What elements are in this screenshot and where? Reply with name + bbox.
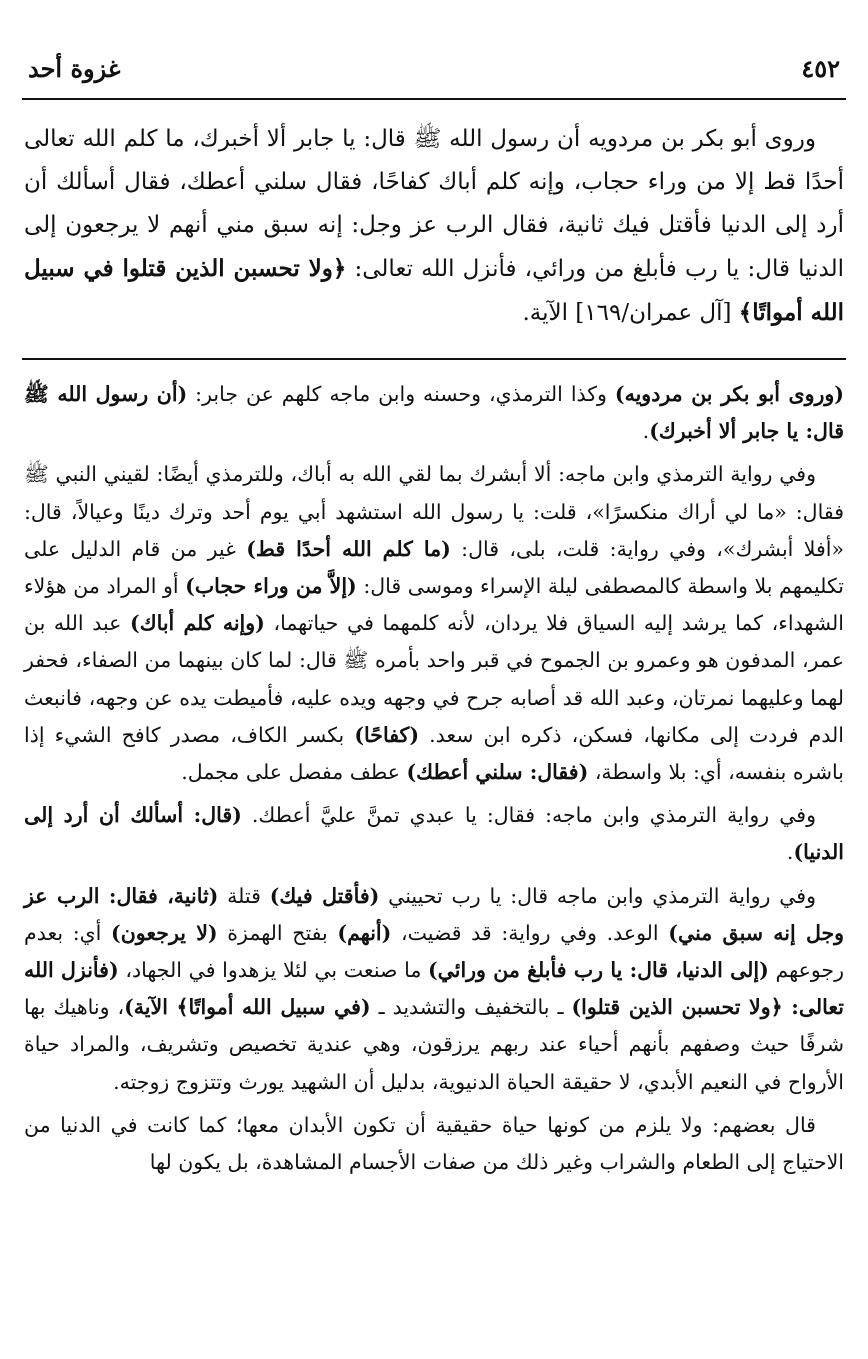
page-number: ٤٥٢ [801,54,840,83]
quran-verse: ﴿ولا تحسبن الذين قتلوا في سبيل الله أمواتًا﴾ [24,255,844,326]
commentary-text: عطف مفصل على مجمل. [181,760,407,785]
quoted-phrase: (وإنه كلم أباك) [130,611,265,636]
quoted-phrase: (قال: أسألك أن أرد إلى الدنيا) [24,803,844,865]
main-paragraph [24,118,844,335]
commentary-text: قال بعضهم: ولا يلزم من كونها حياة حقيقية أن تكون الأبدان معها؛ كما كانت في الدنيا من الاحتياج إلى الطعام والشراب وغير ذلك من صفات الأجسام المشاهدة، بل يكون لها [24,1112,844,1175]
commentary [24,376,844,1187]
commentary-paragraph [24,797,844,871]
quoted-phrase: (فأنزل الله تعالى: ﴿ولا تحسبن الذين قتلوا) [24,958,845,1020]
quoted-phrase: (وروى أبو بكر بن مردويه) [614,382,844,406]
commentary-text: وكذا الترمذي، وحسنه وابن ماجه كلهم عن جابر: [187,382,615,406]
commentary-separator [22,358,846,360]
commentary-text: ما صنعت بي لئلا يزهدوا في الجهاد، [118,958,428,983]
commentary-paragraph [24,878,844,1101]
commentary-text: غير من قام الدليل على تكليمهم بلا واسطة كالمصطفى ليلة الإسراء وموسى قال: [24,536,844,599]
commentary-text: وفي رواية الترمذي وابن ماجه: فقال: يا عبدي تمنَّ عليَّ أعطك. [241,803,816,828]
commentary-text: أو المراد من هؤلاء الشهداء، كما يرشد إليه السياق فلا يردان، لأنه كلمهما في حياتهما، [24,574,844,636]
quoted-phrase: (كفاحًا) [354,722,420,747]
commentary-paragraph [24,1107,844,1181]
quoted-phrase: (إلى الدنيا، قال: يا رب فأبلغ من ورائي) [427,958,769,983]
commentary-text: عبد الله بن عمر، المدفون هو وعمرو بن الجموح في قبر واحد بأمره ﷺ قال: لما كان بينهما من الصفاء، فحفر لهما وعليهما نمرتان، وعبد الله قد أصابه جرح في وجهه ويده عليه، فأميطت يده عن وجهه، فانبعث الدم فردت إلى مكانها، فسكن، ذكره ابن سعد. [24,611,844,747]
commentary-text: وفي رواية الترمذي وابن ماجه: ألا أبشرك بما لقي الله به أباك، وللترمذي أيضًا: لقيني النبي ﷺ فقال: «ما لي أراك منكسرًا»، قلت: يا رسول الله استشهد أبي يوم أحد وترك دينًا وعيالاً، قال: «أفلا أبشرك»، وفي رواية: قلت، بلى، قال: [24,462,845,561]
commentary-text: قتلة [218,883,270,908]
main-text [24,118,844,335]
commentary-paragraph [24,376,844,450]
quoted-phrase: (أن رسول الله ﷺ قال: يا جابر ألا أخبرك) [24,382,844,444]
commentary-text: وفي رواية الترمذي وابن ماجه قال: يا رب تحييني [379,883,817,908]
quoted-phrase: (ما كلم الله أحدًا قط) [246,536,451,561]
commentary-text: ، وناهيك بها شرفًا حيث وصفهم بأنهم أحياء عند ربهم يرزقون، وهي عندية تخصيص وتشريف، والمراد حياة الأرواح في النعيم الأبدي، لا حقيقة الحياة الدنيوية، بدليل أن الشهيد يورث وتتزوج زوجته. [24,995,844,1094]
quoted-phrase: (إلاَّ من وراء حجاب) [185,574,357,599]
quoted-phrase: (في سبيل الله أمواتًا﴾ الآية) [124,995,371,1020]
verse-reference: [آل عمران/١٦٩] الآية. [522,300,739,326]
commentary-text: بكسر الكاف، مصدر كافح الشيء إذا باشره بنفسه، أي: بلا واسطة، [24,722,844,785]
commentary-text: . [642,419,650,444]
header-rule [22,98,846,100]
main-paragraph-text: وروى أبو بكر بن مردويه أن رسول الله ﷺ قال: يا جابر ألا أخبرك، ما كلم الله تعالى أحدًا قط إلا من وراء حجاب، وإنه كلم أباك كفاحًا، فقال سلني أعطك، فقال أسألك أن أرد إلى الدنيا فأقتل فيك ثانية، فقال الرب عز وجل: إنه سبق مني أنهم لا يرجعون إلى الدنيا قال: يا رب فأبلغ من ورائي، فأنزل الله تعالى: [24,126,844,282]
commentary-text: أي: بعدم رجوعهم [24,920,844,983]
commentary-text: بفتح الهمزة [217,920,338,945]
running-head [28,52,840,92]
quoted-phrase: (أنهم) [337,920,392,945]
quoted-phrase: (فأقتل فيك) [269,883,380,908]
quoted-phrase: (فقال: سلني أعطك) [406,760,589,785]
chapter-title: غزوة أحد [28,54,121,83]
quoted-phrase: (ثانية، فقال: الرب عز وجل إنه سبق مني) [24,883,845,945]
commentary-paragraph [24,456,844,791]
quoted-phrase: (لا يرجعون) [111,920,218,945]
commentary-text: . [786,840,794,865]
commentary-text: الوعد. وفي رواية: قد قضيت، [391,920,669,945]
commentary-text: ـ بالتخفيف والتشديد ـ [370,995,572,1020]
